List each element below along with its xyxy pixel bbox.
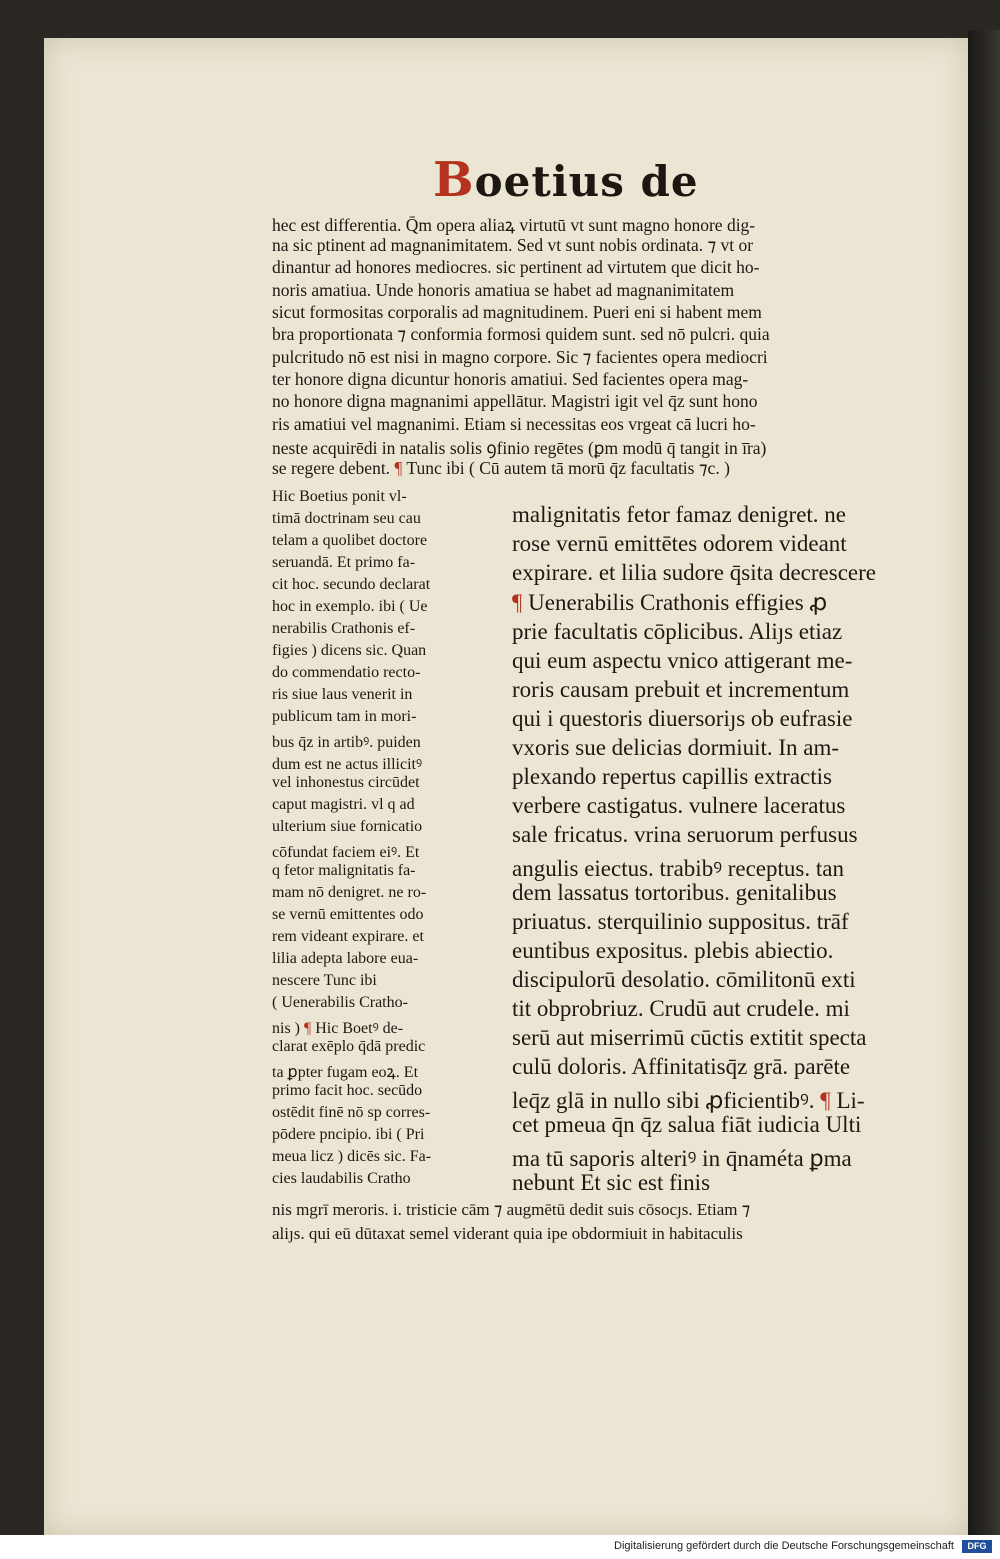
digitization-footer (0, 1535, 1000, 1559)
top-line: dinantur ad honores mediocres. sic pertinent ad virtutem que dicit ho- (272, 257, 760, 277)
paragraph-mark-icon: ¶ (820, 1088, 831, 1113)
left-line: pōdere pncipio. ibi ( Pri (272, 1126, 425, 1143)
top-line: na sic ptinent ad magnanimitatem. Sed vt sunt nobis ordinata. ⁊ vt or (272, 235, 754, 255)
left-line: nis ) ¶ Hic Boetꝰ de- (272, 1020, 404, 1037)
left-line: nescere Tunc ibi (272, 972, 377, 989)
left-line: bus q̄z in artibꝰ. puiden (272, 734, 421, 751)
text-line: ¶ Uenerabilis Crathonis effigies ꝓ (512, 590, 828, 615)
left-line: Hic Boetius ponit vl- (272, 488, 407, 505)
left-line: hoc in exemplo. ibi ( Ue (272, 598, 428, 615)
text-line: qui i questoris diuersoriȷs ob eufrasie (512, 706, 853, 731)
running-title: Boetius de (433, 152, 699, 208)
text-line: sale fricatus. vrina seruorum perfusus (512, 822, 858, 847)
left-line: meua licz ) dicēs sic. Fa- (272, 1148, 432, 1165)
top-line: bra proportionata ⁊ conformia formosi quidem sunt. sed nō pulcri. quia (272, 324, 770, 344)
dfg-credit-text: Digitalisierung gefördert durch die Deutsche Forschungsgemeinschaft (614, 1540, 954, 1552)
paragraph-mark-icon: ¶ (304, 1020, 312, 1037)
left-line: clarat exēplo q̄dā predic (272, 1038, 426, 1055)
text-line: euntibus expositus. plebis abiectio. (512, 938, 834, 963)
left-line: telam a quolibet doctore (272, 532, 428, 549)
left-line: ris siue laus venerit in (272, 686, 413, 703)
top-line: hec est differentia. Q̄m opera aliaꝝ virtutū vt sunt magno honore dig- (272, 215, 756, 235)
left-line: cit hoc. secundo declarat (272, 576, 431, 593)
paragraph-mark-icon: ¶ (394, 458, 403, 478)
top-line: ris amatiui vel magnanimi. Etiam si necessitas eos vrgeat cā lucri ho- (272, 414, 756, 434)
top-line: no honore digna magnanimi appellātur. Magistri igit vel q̄z sunt hono (272, 391, 758, 411)
text-line: tit obprobriuz. Crudū aut crudele. mi (512, 996, 850, 1021)
text-line: discipulorū desolatio. cōmilitonū exti (512, 967, 856, 992)
left-line: cies laudabilis Cratho (272, 1170, 411, 1187)
left-line: se vernū emittentes odo (272, 906, 424, 923)
text-line: malignitatis fetor famaz denigret. ne (512, 502, 847, 527)
bottom-line: nis mgrī meroris. i. tristicie cām ⁊ augmētū dedit suis cōsocȷs. Etiam ⁊ (272, 1200, 751, 1219)
text-line: verbere castigatus. vulnere laceratus (512, 793, 846, 818)
text-line: expirare. et lilia sudore q̄sita decrescere (512, 560, 876, 585)
paragraph-mark-icon: ¶ (512, 590, 523, 615)
top-line: noris amatiua. Unde honoris amatiua se habet ad magnanimitatem (272, 280, 735, 300)
left-line: mam nō denigret. ne ro- (272, 884, 427, 901)
left-line: ta ꝑpter fugam eoꝝ. Et (272, 1064, 419, 1081)
left-line: figies ) dicens sic. Quan (272, 642, 427, 659)
left-line: rem videant expirare. et (272, 928, 424, 945)
left-line: primo facit hoc. secūdo (272, 1082, 423, 1099)
top-line: ter honore digna dicuntur honoris amatiui. Sed facientes opera mag- (272, 369, 749, 389)
text-line: nebunt Et sic est finis (512, 1170, 711, 1195)
top-line: pulcritudo nō est nisi in magno corpore. Sic ⁊ facientes opera mediocri (272, 347, 768, 367)
text-line: cet pmeua q̄n q̄z salua fiāt iudicia Ulti (512, 1112, 862, 1137)
text-line: serū aut miserrimū cūctis extitit specta (512, 1025, 867, 1050)
text-line: leq̄z glā in nullo sibi ꝓficientibꝰ. ¶ Li- (512, 1088, 865, 1113)
text-line: rose vernū emittētes odorem videant (512, 531, 847, 556)
text-line: angulis eiectus. trabibꝰ receptus. tan (512, 856, 844, 881)
left-line: timā doctrinam seu cau (272, 510, 421, 527)
left-line: cōfundat faciem eiꝰ. Et (272, 844, 420, 861)
left-line: do commendatio recto- (272, 664, 421, 681)
left-line: caput magistri. vl q ad (272, 796, 415, 813)
bottom-line: aliȷs. qui eū dūtaxat semel viderant quia ipe obdormiuit in habitaculis (272, 1224, 743, 1243)
left-line: lilia adepta labore eua- (272, 950, 419, 967)
left-line: seruandā. Et primo fa- (272, 554, 416, 571)
text-line: roris causam prebuit et incrementum (512, 677, 850, 702)
book-gutter (968, 30, 1000, 1535)
left-line: ( Uenerabilis Cratho- (272, 994, 408, 1011)
left-line: publicum tam in mori- (272, 708, 417, 725)
dfg-logo-icon: DFG (962, 1540, 992, 1553)
text-line: culū doloris. Affinitatisq̄z grā. parēte (512, 1054, 851, 1079)
left-line: dum est ne actus illicitꝰ (272, 756, 423, 773)
left-line: vel inhonestus circūdet (272, 774, 420, 791)
text-line: priuatus. sterquilinio suppositus. trāf (512, 909, 849, 934)
left-line: ostēdit finē nō sp corres- (272, 1104, 431, 1121)
left-line: q fetor malignitatis fa- (272, 862, 416, 879)
text-line: prie facultatis cōplicibus. Aliȷs etiaz (512, 619, 843, 644)
text-line: ma tū saporis alteriꝰ in q̄naméta ꝑma (512, 1146, 852, 1171)
left-line: ulterium siue fornicatio (272, 818, 423, 835)
left-line: nerabilis Crathonis ef- (272, 620, 416, 637)
text-line: plexando repertus capillis extractis (512, 764, 832, 789)
text-line: dem lassatus tortoribus. genitalibus (512, 880, 837, 905)
top-line: se regere debent. ¶ Tunc ibi ( Cū autem tā morū q̄z facultatis ⁊c. ) (272, 458, 730, 478)
text-line: qui eum aspectu vnico attigerant me- (512, 648, 853, 673)
top-line: neste acquirēdi in natalis solis ꝯfinio regētes (ꝑm modū q̄ tangit in ī̄ra) (272, 438, 767, 458)
top-line: sicut formositas corporalis ad magnitudinem. Pueri eni si habent mem (272, 302, 762, 322)
text-line: vxoris sue delicias dormiuit. In am- (512, 735, 840, 760)
